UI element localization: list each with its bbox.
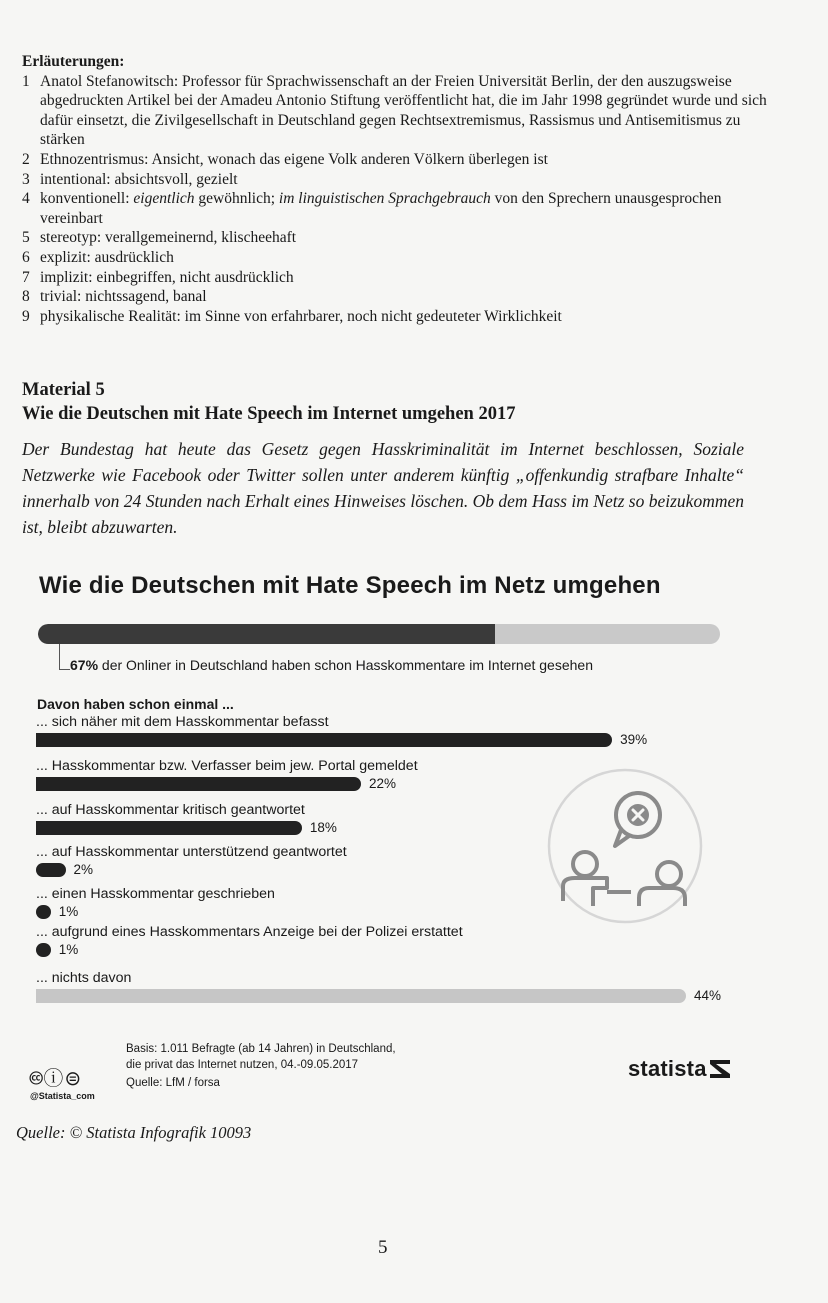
chart-bar [36, 733, 612, 747]
material-label: Material 5 [22, 380, 105, 400]
chart-category-label: ... auf Hasskommentar kritisch geantwortet [36, 802, 305, 818]
license-icons [30, 1062, 82, 1092]
chart-value-label: 39% [620, 732, 648, 747]
note-item: 6 explizit: ausdrücklich [22, 248, 174, 266]
chart-row [36, 714, 736, 747]
note-item: 9 physikalische Realität: im Sinne von erfahrbarer, noch nicht gedeuteter Wirklichkeit [22, 307, 562, 325]
notes-title: Erläuterungen: [22, 53, 125, 70]
chart-value-label: 1% [58, 904, 79, 919]
chart-bar [36, 777, 361, 791]
chart-value-label: 1% [58, 942, 79, 957]
chart-bar [36, 989, 686, 1003]
equal-icon: ⊜ [64, 1068, 83, 1090]
chart-value-label: 44% [694, 988, 722, 1003]
headline-bar-fill [38, 624, 495, 644]
chart-bar [36, 943, 51, 957]
chart-footnote: Basis: 1.011 Befragte (ab 14 Jahren) in Deutschland, die privat das Internet nutzen, 04.-09.05.2017 Quelle: LfM / forsa [126, 1043, 396, 1089]
material-intro: Der Bundestag hat heute das Gesetz gegen Hasskriminalität im Internet beschlossen, Soziale Netzwerke wie Facebook oder Twitter sollen unter anderem künftig „offenkundig strafbare Inhalte“ innerhalb von 24 Stunden nach Erhalt eines Hinweises löschen. Ob dem Hass im Netz so beizukommen ist, bleibt abzuwarten. [22, 439, 744, 537]
chart-category-label: ... nichts davon [36, 970, 132, 986]
notes-section [22, 52, 782, 326]
note-item: 7 implizit: einbegriffen, nicht ausdrücklich [22, 268, 294, 286]
headline-bracket [59, 644, 70, 670]
headline-text: 67% der Onliner in Deutschland haben schon Hasskommentare im Internet gesehen [70, 657, 593, 673]
chart-row [36, 970, 736, 1003]
chart-category-label: ... aufgrund eines Hasskommentars Anzeige bei der Polizei erstattet [36, 924, 463, 940]
chart-subheading: Davon haben schon einmal ... [37, 696, 234, 712]
note-item: 3 intentional: absichtsvoll, gezielt [22, 170, 238, 188]
chart-value-label: 2% [73, 862, 94, 877]
statista-logo-icon [710, 1060, 730, 1078]
page-number: 5 [378, 1237, 388, 1258]
note-item: 5 stereotyp: verallgemeinernd, klischeehaft [22, 229, 297, 247]
chart-category-label: ... einen Hasskommentar geschrieben [36, 886, 275, 902]
note-item: 4 konventionell: eigentlich gewöhnlich; im linguistischen Sprachgebrauch von den Sprechern unausgesprochen vereinbart [22, 190, 722, 227]
chart-category-label: ... sich näher mit dem Hasskommentar befasst [36, 714, 329, 730]
note-item: 8 trivial: nichtssagend, banal [22, 288, 207, 306]
chart-value-label: 22% [369, 776, 397, 791]
chart-bar [36, 863, 66, 877]
infographic [30, 566, 730, 1106]
note-item: 2 Ethnozentrismus: Ansicht, wonach das eigene Volk anderen Völkern überlegen ist [22, 150, 548, 168]
material-title: Wie die Deutschen mit Hate Speech im Internet umgehen 2017 [22, 404, 516, 424]
chart-title: Wie die Deutschen mit Hate Speech im Netz umgehen [39, 572, 661, 599]
chart-row [36, 924, 736, 957]
chart-category-label: ... auf Hasskommentar unterstützend geantwortet [36, 844, 347, 860]
cc-icon: 🅭 [30, 1068, 44, 1090]
chart-bar [36, 905, 51, 919]
info-icon: ⓘ [43, 1068, 65, 1090]
statista-handle: @Statista_com [30, 1091, 95, 1101]
headline-bar [38, 624, 720, 644]
material-section [22, 378, 782, 540]
chart-category-label: ... Hasskommentar bzw. Verfasser beim jew. Portal gemeldet [36, 758, 418, 774]
chart-bar [36, 821, 302, 835]
hate-speech-icon [545, 766, 705, 926]
source-line: Quelle: © Statista Infografik 10093 [16, 1123, 252, 1142]
note-item: 1 Anatol Stefanowitsch: Professor für Sprachwissenschaft an der Freien Universität Berlin, der den auszugsweise abgedruckten Artikel bei der Amadeu Antonio Stiftung veröffentlicht hat, die im Jahr 1998 gegründet wurde und sich dafür einsetzt, die Zivilgesellschaft in Deutschland gegen Rechtsextremismus, Rassismus und Antisemitismus zu stärken [22, 72, 767, 149]
statista-logo: statista [628, 1056, 730, 1082]
chart-value-label: 18% [309, 820, 337, 835]
